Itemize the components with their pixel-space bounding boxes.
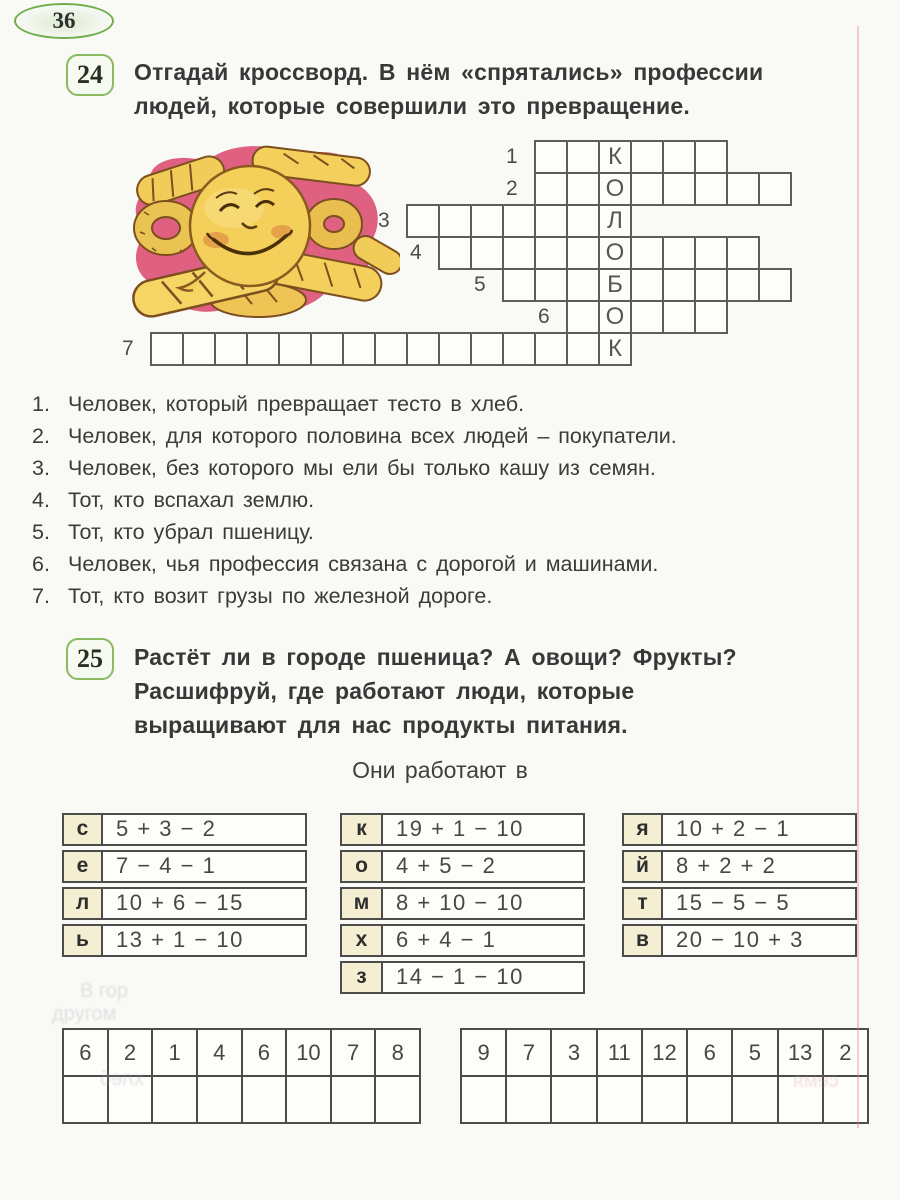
strip-number-cell: 1	[153, 1030, 198, 1075]
exercise-25-title-line-1: Растёт ли в городе пшеница? А овощи? Фрукты?	[134, 644, 737, 670]
strip-answer-cell[interactable]	[243, 1077, 288, 1122]
decode-table-row	[622, 887, 857, 920]
crossword-letter-cell: О	[598, 236, 632, 270]
strip-answer-cell[interactable]	[198, 1077, 243, 1122]
crossword-row-number: 2	[506, 177, 518, 200]
strip-answer-cell[interactable]	[462, 1077, 507, 1122]
clue-number: 3.	[32, 456, 50, 480]
strip-number-cell: 11	[598, 1030, 643, 1075]
decode-table-row	[622, 813, 857, 846]
strip-answer-cell[interactable]	[598, 1077, 643, 1122]
crossword-empty-cell[interactable]	[630, 236, 664, 270]
decode-expression-cell: 19 + 1 − 10	[383, 813, 585, 846]
decode-expression-cell: 8 + 10 − 10	[383, 887, 585, 920]
decode-letter-cell: з	[340, 961, 383, 994]
crossword-empty-cell[interactable]	[438, 236, 472, 270]
crossword-empty-cell[interactable]	[566, 236, 600, 270]
decode-letter-cell: л	[62, 887, 103, 920]
crossword-empty-cell[interactable]	[566, 204, 600, 238]
decode-expression-cell: 10 + 6 − 15	[103, 887, 307, 920]
crossword-empty-cell[interactable]	[534, 172, 568, 206]
crossword-empty-cell[interactable]	[438, 204, 472, 238]
decode-table-row	[340, 887, 585, 920]
decode-letter-cell: о	[340, 850, 383, 883]
crossword-empty-cell[interactable]	[630, 300, 664, 334]
crossword-empty-cell[interactable]	[246, 332, 280, 366]
crossword-empty-cell[interactable]	[150, 332, 184, 366]
strip-number-cell: 2	[839, 1039, 852, 1065]
decode-expression-cell: 6 + 4 − 1	[383, 924, 585, 957]
strip-number-cell: 3	[552, 1030, 597, 1075]
decode-expression-cell: 4 + 5 − 2	[383, 850, 585, 883]
crossword-empty-cell[interactable]	[502, 204, 536, 238]
clue-number: 5.	[32, 520, 50, 544]
crossword-empty-cell[interactable]	[630, 140, 664, 174]
crossword-empty-cell[interactable]	[566, 172, 600, 206]
strip-answer-cell[interactable]	[552, 1077, 597, 1122]
crossword-empty-cell[interactable]	[662, 268, 696, 302]
exercise-25-title	[134, 640, 879, 742]
decode-expression-cell: 14 − 1 − 10	[383, 961, 585, 994]
crossword-empty-cell[interactable]	[310, 332, 344, 366]
crossword-empty-cell[interactable]	[374, 332, 408, 366]
crossword-empty-cell[interactable]	[694, 300, 728, 334]
strip-number-cell: 13	[779, 1030, 824, 1075]
they-work-in-label: Они работают в	[352, 757, 528, 783]
decode-letter-cell: е	[62, 850, 103, 883]
page-number-text: 36	[52, 8, 76, 33]
strip-number-cell: 2	[109, 1030, 154, 1075]
crossword-empty-cell[interactable]	[278, 332, 312, 366]
crossword-letter-cell: О	[598, 300, 632, 334]
crossword-empty-cell[interactable]	[502, 332, 536, 366]
crossword-empty-cell[interactable]	[502, 236, 536, 270]
clue-text: Человек, для которого половина всех людей – покупатели.	[68, 424, 677, 448]
strip-number-cell: 4	[198, 1030, 243, 1075]
crossword-row-number: 7	[122, 337, 134, 360]
crossword-empty-cell[interactable]	[534, 204, 568, 238]
clue-number: 6.	[32, 552, 50, 576]
decode-table	[340, 813, 585, 998]
decode-expression-cell: 5 + 3 − 2	[103, 813, 307, 846]
strip-answer-cell[interactable]	[332, 1077, 377, 1122]
crossword-empty-cell[interactable]	[694, 268, 728, 302]
crossword-empty-cell[interactable]	[566, 300, 600, 334]
crossword-empty-cell[interactable]	[566, 332, 600, 366]
clue-item	[32, 548, 677, 580]
exercise-24-title-line-1: Отгадай кроссворд. В нём «спрятались» профессии	[134, 59, 764, 85]
decode-expression-cell: 8 + 2 + 2	[663, 850, 857, 883]
crossword-row-number: 1	[506, 145, 518, 168]
strip-answer-cell[interactable]	[287, 1077, 332, 1122]
decode-letter-cell: т	[622, 887, 663, 920]
exercise-25-title-line-2: Расшифруй, где работают люди, которые	[134, 678, 635, 704]
bleedthrough-text: хлеб	[100, 1068, 145, 1090]
crossword-letter-cell: Л	[598, 204, 632, 238]
clue-item	[32, 484, 677, 516]
clue-item	[32, 580, 677, 612]
strip-answer-cell[interactable]	[733, 1077, 778, 1122]
crossword-empty-cell[interactable]	[406, 204, 440, 238]
decode-letter-cell: в	[622, 924, 663, 957]
decode-table-row	[62, 924, 307, 957]
crossword-empty-cell[interactable]	[662, 140, 696, 174]
crossword-empty-cell[interactable]	[566, 140, 600, 174]
decode-table-row	[622, 850, 857, 883]
clue-item	[32, 388, 677, 420]
decode-letter-cell: я	[622, 813, 663, 846]
bleedthrough-text: В гор	[80, 980, 128, 1002]
decode-letter-cell: х	[340, 924, 383, 957]
strip-number-cell: 7	[332, 1030, 377, 1075]
strip-answer-cell[interactable]	[688, 1077, 733, 1122]
clue-text: Человек, без которого мы ели бы только кашу из семян.	[68, 456, 656, 480]
decode-expression-cell: 15 − 5 − 5	[663, 887, 857, 920]
strip-number-cell: 6	[688, 1030, 733, 1075]
strip-number-cell: 6	[243, 1030, 288, 1075]
crossword-row-number: 3	[378, 209, 390, 232]
clue-text: Тот, кто вспахал землю.	[68, 488, 315, 512]
crossword-empty-cell[interactable]	[694, 140, 728, 174]
decode-letter-cell: м	[340, 887, 383, 920]
decode-letter-cell: с	[62, 813, 103, 846]
crossword-row-number: 6	[538, 305, 550, 328]
crossword-empty-cell[interactable]	[182, 332, 216, 366]
bleedthrough-text: другом	[52, 1003, 117, 1025]
strip-answer-cell[interactable]	[376, 1077, 419, 1122]
crossword-empty-cell[interactable]	[406, 332, 440, 366]
decode-letter-cell: й	[622, 850, 663, 883]
decode-table-row	[62, 850, 307, 883]
crossword-letter-cell: К	[598, 332, 632, 366]
page-edge-line	[857, 26, 859, 1128]
crossword-empty-cell[interactable]	[726, 172, 760, 206]
decode-letter-cell: к	[340, 813, 383, 846]
decode-table	[622, 813, 857, 961]
crossword-empty-cell[interactable]	[630, 172, 664, 206]
decode-table-row	[340, 961, 585, 994]
crossword-empty-cell[interactable]	[534, 332, 568, 366]
crossword-empty-cell[interactable]	[342, 332, 376, 366]
crossword-empty-cell[interactable]	[534, 140, 568, 174]
strip-number-cell: 6	[64, 1030, 109, 1075]
page-number	[14, 3, 114, 39]
crossword-row-number: 4	[410, 241, 422, 264]
crossword-empty-cell[interactable]	[470, 204, 504, 238]
clue-text: Человек, который превращает тесто в хлеб.	[68, 392, 525, 416]
exercise-25-badge: 25	[66, 638, 114, 680]
strip-number-cell: 7	[507, 1030, 552, 1075]
decode-table-row	[340, 924, 585, 957]
exercise-24-badge: 24	[66, 54, 114, 96]
clue-item	[32, 420, 677, 452]
exercise-25-title-line-3: выращивают для нас продукты питания.	[134, 712, 628, 738]
crossword-empty-cell[interactable]	[726, 236, 760, 270]
clue-item	[32, 452, 677, 484]
decode-table-row	[340, 813, 585, 846]
decode-table-row	[62, 887, 307, 920]
clue-text: Тот, кто убрал пшеницу.	[68, 520, 314, 544]
crossword-empty-cell[interactable]	[758, 172, 792, 206]
decode-table	[62, 813, 307, 961]
decode-table-row	[62, 813, 307, 846]
crossword-empty-cell[interactable]	[566, 268, 600, 302]
exercise-24-title	[134, 55, 879, 123]
crossword-empty-cell[interactable]	[502, 268, 536, 302]
strip-answer-cell[interactable]	[507, 1077, 552, 1122]
crossword-empty-cell[interactable]	[438, 332, 472, 366]
crossword-empty-cell[interactable]	[534, 236, 568, 270]
crossword-letter-cell: О	[598, 172, 632, 206]
crossword-empty-cell[interactable]	[662, 172, 696, 206]
crossword-empty-cell[interactable]	[470, 332, 504, 366]
clue-number: 4.	[32, 488, 50, 512]
clue-number: 7.	[32, 584, 50, 608]
strip-number-cell: 9	[462, 1030, 507, 1075]
decode-expression-cell: 13 + 1 − 10	[103, 924, 307, 957]
exercise-24-title-line-2: людей, которые совершили это превращение.	[134, 93, 690, 119]
clue-number: 1.	[32, 392, 50, 416]
strip-number-cell: 10	[287, 1030, 332, 1075]
clue-number: 2.	[32, 424, 50, 448]
crossword-empty-cell[interactable]	[662, 300, 696, 334]
decode-expression-cell: 10 + 2 − 1	[663, 813, 857, 846]
crossword-empty-cell[interactable]	[694, 172, 728, 206]
decode-expression-cell: 7 − 4 − 1	[103, 850, 307, 883]
decode-table-row	[622, 924, 857, 957]
kolobok-illustration	[110, 136, 400, 328]
crossword-empty-cell[interactable]	[758, 268, 792, 302]
clue-item	[32, 516, 677, 548]
crossword-empty-cell[interactable]	[726, 268, 760, 302]
crossword-row-number: 5	[474, 273, 486, 296]
strip-number-cell: 5	[733, 1030, 778, 1075]
decode-letter-cell: ь	[62, 924, 103, 957]
crossword-empty-cell[interactable]	[662, 236, 696, 270]
clue-text: Тот, кто возит грузы по железной дороге.	[68, 584, 493, 608]
crossword-empty-cell[interactable]	[630, 268, 664, 302]
strip-answer-cell[interactable]	[643, 1077, 688, 1122]
strip-number-cell: 12	[643, 1030, 688, 1075]
decode-expression-cell: 20 − 10 + 3	[663, 924, 857, 957]
crossword-empty-cell[interactable]	[534, 268, 568, 302]
bleedthrough-text: семя	[793, 1070, 839, 1092]
crossword-empty-cell[interactable]	[214, 332, 248, 366]
strip-number-cell: 8	[391, 1039, 404, 1065]
clue-text: Человек, чья профессия связана с дорогой и машинами.	[68, 552, 659, 576]
crossword-letter-cell: К	[598, 140, 632, 174]
crossword-empty-cell[interactable]	[470, 236, 504, 270]
decode-table-row	[340, 850, 585, 883]
clues-list	[32, 388, 677, 612]
crossword-letter-cell: Б	[598, 268, 632, 302]
crossword-empty-cell[interactable]	[694, 236, 728, 270]
strip-answer-cell[interactable]	[153, 1077, 198, 1122]
